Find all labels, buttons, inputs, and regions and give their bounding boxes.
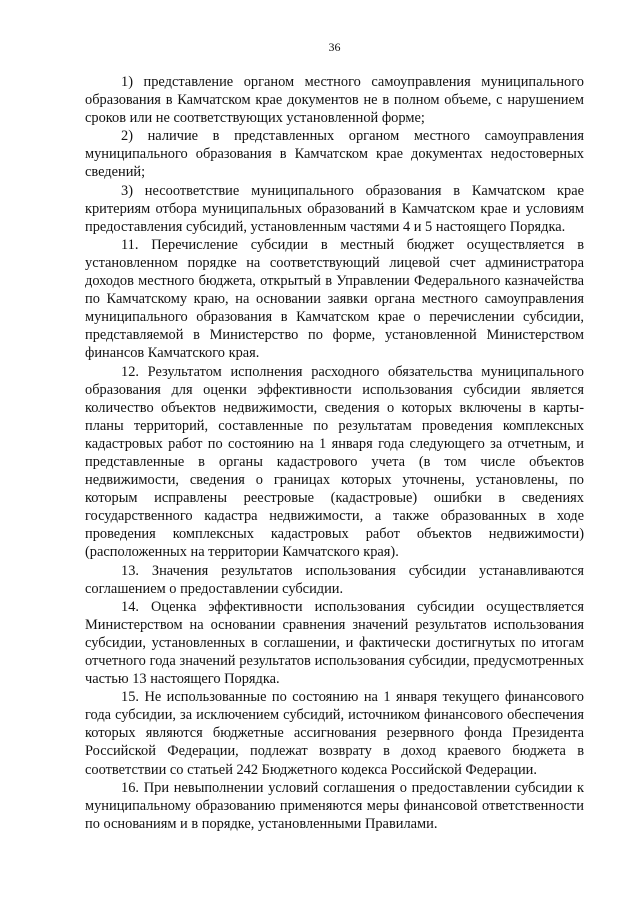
paragraph-item-3: 3) несоответствие муниципального образования в Камчатском крае критериям отбора муниципальных образований в Камчатском крае и условиям предоставления субсидий, установленным частями 4 и 5 настоящего Порядка. — [85, 182, 584, 235]
paragraph-section-14: 14. Оценка эффективности использования субсидии осуществляется Министерством на основании сравнения значений результатов использования субсидии, установленных в соглашении, и фактически достигнутых по итогам отчетного года значений результатов использования субсидии, предусмотренных частью 13 настоящего Порядка. — [85, 598, 584, 688]
paragraph-section-15: 15. Не использованные по состоянию на 1 января текущего финансового года субсидии, за исключением субсидий, источником финансового обеспечения которых являются бюджетные ассигнования резервного фонда Президента Российской Федерации, подлежат возврату в доход краевого бюджета в соответствии со статьей 242 Бюджетного кодекса Российской Федерации. — [85, 689, 584, 778]
paragraph-section-16: 16. При невыполнении условий соглашения о предоставлении субсидии к муниципальному образованию применяются меры финансовой ответственности по основаниям и в порядке, установленными Правилами. — [85, 779, 584, 832]
paragraph-section-12: 12. Результатом исполнения расходного обязательства муниципального образования для оценки эффективности использования субсидии является количество объектов недвижимости, сведения о которых включены в карты-планы территорий, составленные по результатам проведения комплексных кадастровых работ по состоянию на 1 января года следующего за отчетным, и представленные в органы кадастрового учета (в том числе объектов недвижимости, сведения о границах которых уточнены, установлены, по которым исправлены реестровые (кадастровые) ошибки в сведениях государственного кадастра недвижимости, а также образованных в ходе проведения комплексных кадастровых работ объектов недвижимости) (расположенных на территории Камчатского края). — [85, 363, 584, 561]
paragraph-item-1: 1) представление органом местного самоуправления муниципального образования в Камчатском крае документов не в полном объеме, с нарушением сроков или не соответствующих установленной форме; — [85, 74, 584, 127]
paragraph-section-13: 13. Значения результатов использования субсидии устанавливаются соглашением о предоставлении субсидии. — [85, 562, 584, 597]
page-number: 36 — [328, 40, 341, 54]
paragraph-section-11: 11. Перечисление субсидии в местный бюджет осуществляется в установленном порядке на соответствующий лицевой счет администратора доходов местного бюджета, открытый в Управлении Федерального казначейства по Камчатскому краю, на основании заявки органа местного самоуправления муниципального образования в Камчатском крае о перечислении субсидии, представляемой в Министерство по форме, установленной Министерством финансов Камчатского края. — [85, 236, 584, 362]
paragraph-item-2: 2) наличие в представленных органом местного самоуправления муниципального образования в Камчатском крае документах недостоверных сведений; — [85, 128, 584, 181]
document-body — [85, 73, 584, 833]
